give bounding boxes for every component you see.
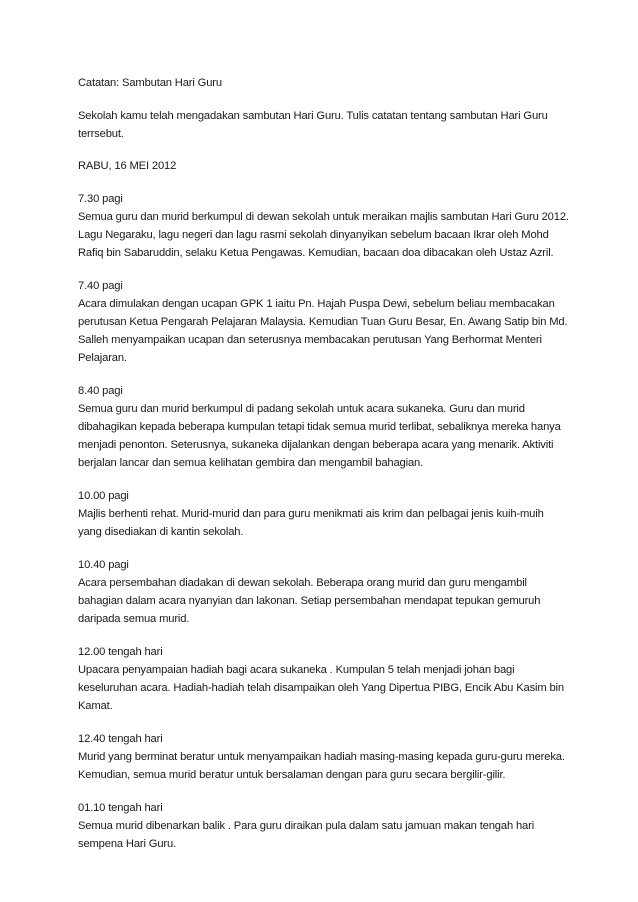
entry-time: 01.10 tengah hari — [78, 802, 163, 814]
entry-time: 7.30 pagi — [78, 193, 123, 205]
entry-time: 12.00 tengah hari — [78, 646, 163, 658]
entry-text: Semua guru dan murid berkumpul di padang sekolah untuk acara sukaneka. Guru dan murid dibahagikan kepada beberapa kumpulan tetapi tidak semua murid terlibat, sebaliknya mereka hanya menjadi penonton. Seterusnya, sukaneka dijalankan dengan beberapa acara yang menarik. Aktiviti berjalan lancar dan semua kelihatan gembira dan mengambil bahagian. — [78, 403, 561, 469]
document-body — [78, 74, 570, 868]
entry-time: 10.00 pagi — [78, 490, 129, 502]
entry-time: 12.40 tengah hari — [78, 733, 163, 745]
entry-text: Murid yang berminat beratur untuk menyampaikan hadiah masing-masing kepada guru-guru mereka. Kemudian, semua murid beratur untuk bersalaman dengan para guru secara bergilir-gilir. — [78, 751, 565, 781]
entry-time: 8.40 pagi — [78, 385, 123, 397]
event-date: RABU, 16 MEI 2012 — [78, 160, 177, 172]
entry-time: 7.40 pagi — [78, 280, 123, 292]
intro-paragraph: Sekolah kamu telah mengadakan sambutan Hari Guru. Tulis catatan tentang sambutan Hari Guru terrsebut. — [78, 110, 548, 140]
document-title: Catatan: Sambutan Hari Guru — [78, 77, 222, 89]
entry-time: 10.40 pagi — [78, 559, 129, 571]
entry-text: Semua guru dan murid berkumpul di dewan sekolah untuk meraikan majlis sambutan Hari Guru 2012. Lagu Negaraku, lagu negeri dan lagu rasmi sekolah dinyanyikan sebelum bacaan Ikrar oleh Mohd Rafiq bin Sabaruddin, selaku Ketua Pengawas. Kemudian, bacaan doa dibacakan oleh Ustaz Azril. — [78, 211, 569, 259]
entry-text: Majlis berhenti rehat. Murid-murid dan para guru menikmati ais krim dan pelbagai jenis kuih-muih yang disediakan di kantin sekolah. — [78, 508, 544, 538]
schedule-entry — [78, 799, 570, 853]
schedule-entry — [78, 556, 570, 628]
schedule-entry — [78, 487, 570, 541]
entry-text: Semua murid dibenarkan balik . Para guru diraikan pula dalam satu jamuan makan tengah hari sempena Hari Guru. — [78, 820, 535, 850]
schedule-entry — [78, 730, 570, 784]
entry-text: Upacara penyampaian hadiah bagi acara sukaneka . Kumpulan 5 telah menjadi johan bagi keseluruhan acara. Hadiah-hadiah telah disampaikan oleh Yang Dipertua PIBG, Encik Abu Kasim bin Kamat. — [78, 664, 564, 712]
schedule-entry — [78, 382, 570, 472]
entry-text: Acara dimulakan dengan ucapan GPK 1 iaitu Pn. Hajah Puspa Dewi, sebelum beliau membacakan perutusan Ketua Pengarah Pelajaran Malaysia. Kemudian Tuan Guru Besar, En. Awang Satip bin Md. Salleh menyampaikan ucapan dan seterusnya membacakan perutusan Yang Berhormat Menteri Pelajaran. — [78, 298, 568, 364]
schedule-entry — [78, 190, 570, 262]
schedule-entry — [78, 277, 570, 367]
entry-text: Acara persembahan diadakan di dewan sekolah. Beberapa orang murid dan guru mengambil bahagian dalam acara nyanyian dan lakonan. Setiap persembahan mendapat tepukan gemuruh daripada semua murid. — [78, 577, 541, 625]
schedule-entry — [78, 643, 570, 715]
